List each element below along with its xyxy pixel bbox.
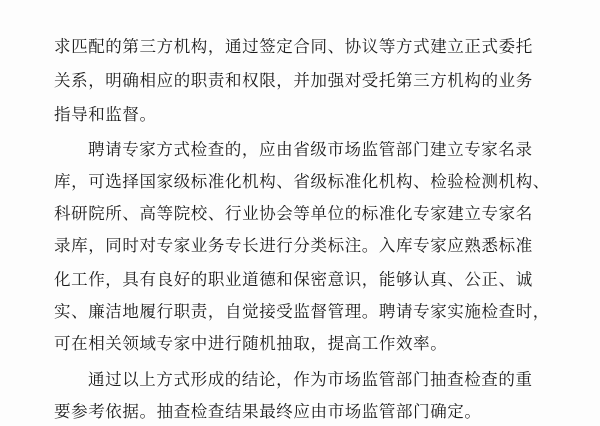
text-line-4: 聘请专家方式检查的，应由省级市场监管部门建立专家名录 (88, 140, 533, 159)
text-line-11: 通过以上方式形成的结论，作为市场监管部门抽查检查的重 (88, 370, 533, 389)
text-line-1: 求匹配的第三方机构，通过签定合同、协议等方式建立正式委托 (54, 37, 533, 56)
text-line-9: 实、廉洁地履行职责，自觉接受监督管理。聘请专家实施检查时， (54, 302, 550, 321)
text-line-5: 库，可选择国家级标准化机构、省级标准化机构、检验检测机构、 (54, 172, 550, 191)
text-line-2: 关系，明确相应的职责和权限，并加强对受托第三方机构的业务 (54, 71, 533, 90)
text-line-6: 科研院所、高等院校、行业协会等单位的标准化专家建立专家名 (54, 204, 533, 223)
text-line-12: 要参考依据。抽查检查结果最终应由市场监管部门确定。 (54, 402, 482, 421)
text-line-8: 化工作，具有良好的职业道德和保密意识，能够认真、公正、诚 (54, 270, 533, 289)
text-line-7: 录库，同时对专家业务专长进行分类标注。入库专家应熟悉标准 (54, 236, 533, 255)
text-line-3: 指导和监督。 (54, 105, 157, 124)
text-line-10: 可在相关领域专家中进行随机抽取，提高工作效率。 (54, 334, 448, 353)
